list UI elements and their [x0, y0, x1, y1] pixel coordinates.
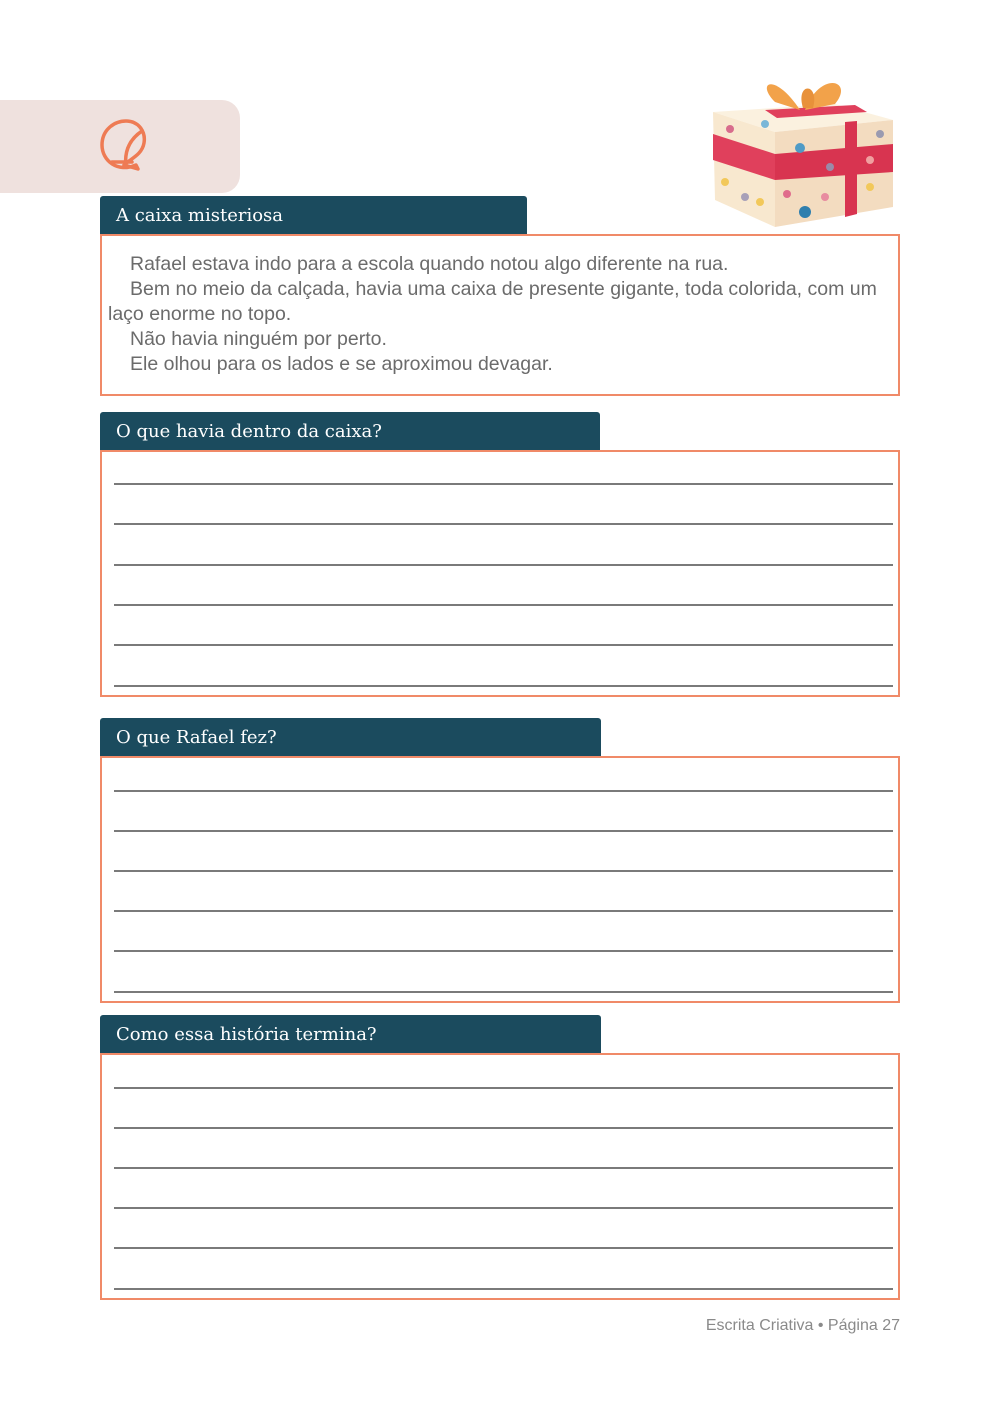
answer-line[interactable] — [114, 830, 893, 832]
gift-box-illustration — [705, 72, 900, 237]
page-footer: Escrita Criativa • Página 27 — [705, 1317, 900, 1334]
answer-line[interactable] — [114, 991, 893, 993]
answer-line[interactable] — [114, 644, 893, 646]
answer-line[interactable] — [114, 604, 893, 606]
answer-box-1[interactable] — [100, 450, 900, 697]
answer-line[interactable] — [114, 1167, 893, 1169]
story-paragraph: Bem no meio da calçada, havia uma caixa de presente gigante, toda colorida, com um laço enorme no topo. — [108, 278, 877, 325]
answer-line[interactable] — [114, 1127, 893, 1129]
answer-line[interactable] — [114, 564, 893, 566]
speech-bubble-leaf-icon — [98, 117, 150, 177]
answer-box-3[interactable] — [100, 1053, 900, 1300]
story-paragraph: Não havia ninguém por perto. — [130, 328, 387, 350]
answer-line[interactable] — [114, 870, 893, 872]
answer-line[interactable] — [114, 523, 893, 525]
story-title: A caixa misteriosa — [100, 196, 527, 235]
question-1-title: O que havia dentro da caixa? — [100, 412, 600, 451]
story-box — [100, 234, 900, 396]
answer-line[interactable] — [114, 483, 893, 485]
answer-line[interactable] — [114, 1247, 893, 1249]
question-3-title: Como essa história termina? — [100, 1015, 601, 1054]
story-paragraph: Ele olhou para os lados e se aproximou devagar. — [130, 353, 553, 375]
answer-line[interactable] — [114, 1087, 893, 1089]
answer-line[interactable] — [114, 910, 893, 912]
answer-box-2[interactable] — [100, 756, 900, 1003]
corner-tab — [0, 100, 240, 193]
answer-line[interactable] — [114, 790, 893, 792]
question-2-title: O que Rafael fez? — [100, 718, 601, 757]
answer-line[interactable] — [114, 950, 893, 952]
story-paragraph: Rafael estava indo para a escola quando notou algo diferente na rua. — [130, 253, 729, 275]
answer-line[interactable] — [114, 1207, 893, 1209]
answer-line[interactable] — [114, 685, 893, 687]
answer-line[interactable] — [114, 1288, 893, 1290]
